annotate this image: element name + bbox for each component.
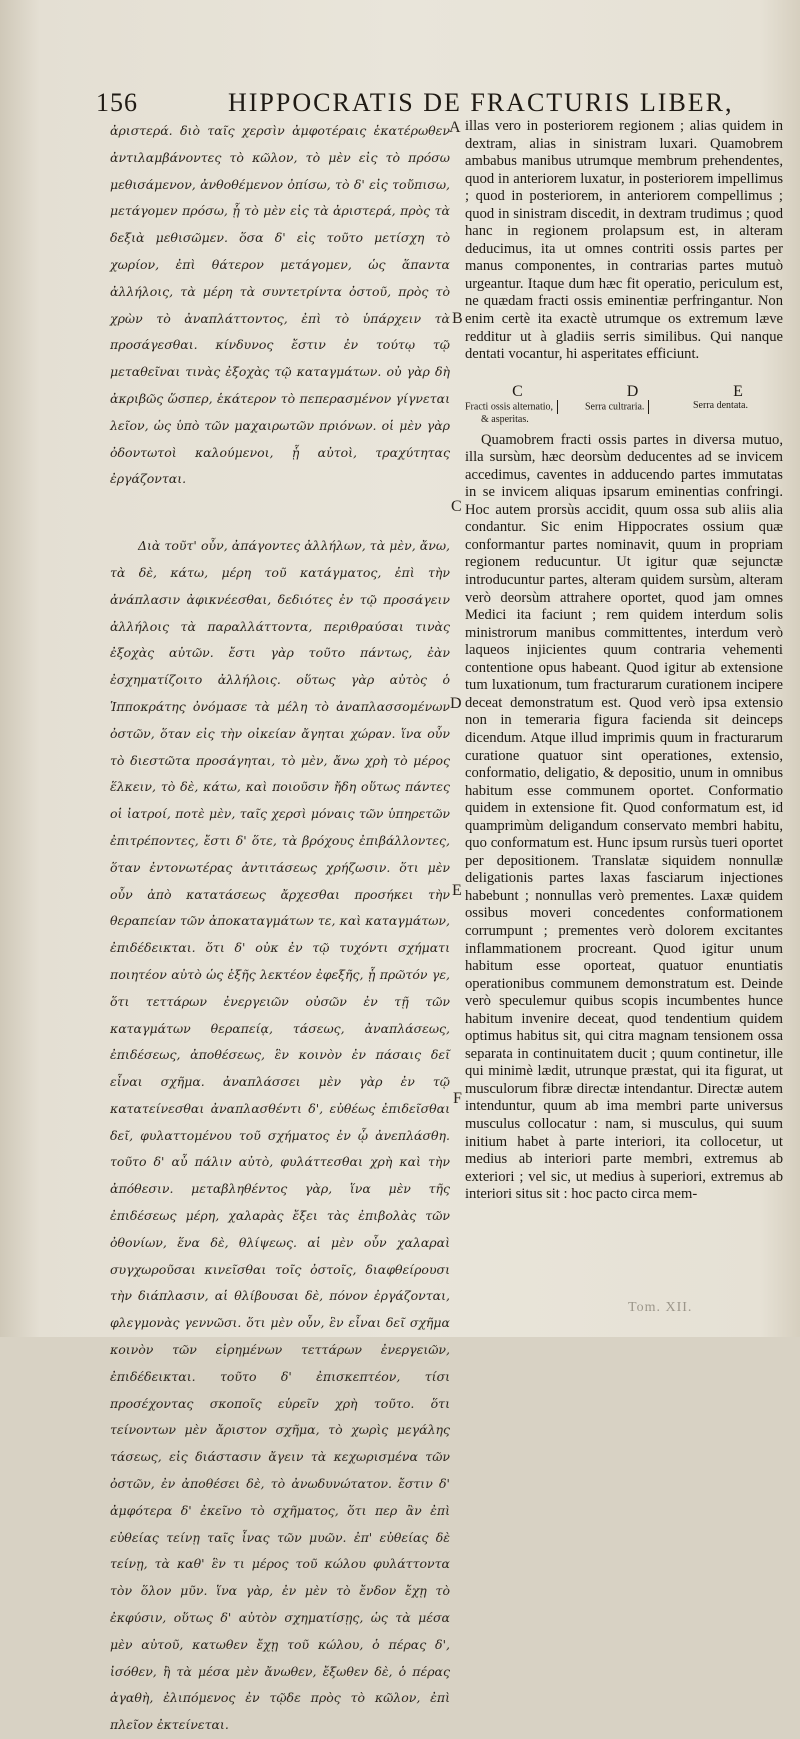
running-head: HIPPOCRATIS DE FRACTURIS LIBER, <box>228 88 734 117</box>
margin-letter-d: D <box>450 695 462 712</box>
figure-c-mark <box>557 400 558 414</box>
latin-paragraph-2: Quamobrem fracti ossis partes in diversa mutuo, illa sursùm, hæc deorsùm deducentes ad se invicem accedimus, caventes in adducendo partes immutatas in se invicem aliquas ipsarum eminentias confringi. Hoc autem prorsùs accidit, quum ossa sub aliis alia condantur. Sic enim Hippocrates ossium quæ conformantur partes nominavit, quum in propriam regionem reducuntur. Ut igitur quæ sejunctæ introducuntur partes, alteram quidem sursùm, alteram verò deorsùm attrahere oportet, quod jam omnes Medici ita faciunt ; rem quidem interdum solis ministrorum manibus committentes, interdum verò laqueos injicientes quum contraria vehementi contentione opus habeant. Quod igitur ab extensione tum luxationum, tum fracturarum curationem incipere deceat demonstratum est. Quod verò ipsa extensio non in temeraria figura facienda sit deinceps dicendum. Atque illud imprimis quum in fracturarum curatione quatuor sint operationes, extensio, conformatio, deligatio, & depositio, unum in omnibus habitum esse communem oportet. Conformatio quidem in extensione fit. Quod conformatum est, id quamprimùm deligandum conservato membri habitu, quo conformatum est. Hunc ipsum rursùs tueri oportet per depositionem. Translatæ siquidem nonnullæ deligationis partes laxas fasciarum injectiones habebunt ; nonnullas verò prementes. Laxæ quidem ossibus moveri concedentes conformationem corrumpunt ; prementes verò dolorem excitantes inflammationem procreant. Quod igitur unum habitum esse oporteat, quatuor enuntiatis operationibus communem demonstratum est. Deinde verò speculemur quibus scopis incumbentes hunce habitum invenire deceat, quod tendentium quidem optimus habitus sit, qui citra magnam tensionem ossa separata in continuitatem ducit ; quum continetur, ille qui minimè lædit, utrunque præstat, qui ita figurat, ut musculorum fibræ directæ intendantur. Directæ autem intenduntur, quum ab ima membri parte universus musculus collocatur : nam, si musculus, qui suum initium habet à parte interiori, ita collocetur, ut medius ab interiori parte membri, extremus ab exteriori ; vel sic, ut medius à superiori, extremus ab interiori situs sit : hoc pacto circa mem- <box>465 431 783 1203</box>
greek-paragraph-1: ἀριστερά. διὸ ταῖς χερσὶν ἀμφοτέραις ἑκατέρωθεν ἀντιλαμβάνοντες τὸ κῶλον, τὸ μὲν εἰς τὸ πρόσω μεθισάμενον, ἀνθοθέμενον ὀπίσω, τὸ δ' εἰς τοὔπισω, μετάγομεν πρόσω, ᾗ τὸ μὲν εἰς τὰ ἀριστερά, πρὸς τὰ δεξιὰ μεθισῶμεν. ὅσα δ' εἰς τοῦτο μετίσχη τὸ χωρίον, ἐπὶ θάτερον μετάγομεν, ὡς ἅπαντα ἀλλήλοις, τὰ μέρη τὰ συντετρίντα ὀστοῦ, πρὸς τὸ χρὼν τὸ ἀναπλάττοντος, ἐπὶ τὸ ὑπάρχειν τὰ προσάγεσθαι. κίνδυνος ἔστιν ἐν τούτῳ τῷ μεταθεῖναι τινὰς ἐξοχὰς τῷ καταγμάτων. οὐ γὰρ δὴ ἀκριβῶς ὥσπερ, ἑκάτερον τὸ πεπερασμένον γίγνεται λεῖον, ὡς ὑπὸ τῶν μαχαιρωτῶν πριόνων. οἱ μὲν γὰρ ὀδοντωτοὶ καλούμενοι, ᾗ αὐτοὶ, τραχύτητας ἐργάζονται. <box>110 123 450 487</box>
margin-letter-a: A <box>449 119 461 136</box>
margin-letter-f: F <box>453 1090 462 1107</box>
figure-d-letter: D <box>626 383 639 400</box>
figure-d-caption: Serra cultraria. <box>585 401 645 413</box>
page-header <box>96 88 734 122</box>
margin-letter-e: E <box>452 882 462 899</box>
figure-c-letter: C <box>512 383 523 400</box>
margin-letter-c: C <box>451 498 462 515</box>
figure-c-caption-line2: & asperitas. <box>481 414 529 425</box>
bleed-through-text: Tom. XII. <box>628 1300 693 1315</box>
page-number: 156 <box>96 88 138 117</box>
greek-column <box>110 118 450 1739</box>
figure-e-caption: Serra dentata. <box>693 400 748 411</box>
figure-labels <box>465 383 783 436</box>
figure-e-letter: E <box>733 383 743 400</box>
figure-c <box>465 383 570 425</box>
figure-d <box>585 383 680 414</box>
figure-c-caption-line1: Fracti ossis alternatio, <box>465 401 554 413</box>
greek-paragraph-2: Διὰ τοῦτ' οὖν, ἀπάγοντες ἀλλήλων, τὰ μὲν, ἄνω, τὰ δὲ, κάτω, μέρη τοῦ κατάγματος, ἐπὶ τὴν ἀνάπλασιν ἀφικνέεσθαι, δεδιότες ἐν τῷ προσάγειν ἀλλήλοις τὰ παραλλάττοντα, περιθραύσαι τινὰς ἐξοχὰς αὐτῶν. ἔστι γὰρ τοῦτο πάντως, ἐὰν ἐσχηματίζοιτο ἀλλήλοις. οὕτως γὰρ αὐτὸς ὁ Ἱπποκράτης ὀνόμασε τὰ μέλη τὸ ἀναπλασσομένων ὀστῶν, ὅταν εἰς τὴν οἰκείαν ἄγηται χώραν. ἵνα οὖν τὸ διεστῶτα προσάγηται, τὸ μὲν, ἄνω χρὴ τὸ μέρος ἕλκειν, τὸ δὲ, κάτω, καὶ ποιοῦσιν ἤδη οὕτως πάντες οἱ ἰατροί, ποτὲ μὲν, ταῖς χερσὶ μόναις τῶν ὑπηρετῶν ἐπιτρέποντες, ἔστι δ' ὅτε, τὰ βρόχους ἐπιβάλλοντες, ὅταν ἐντονωτέρας ἀντιτάσεως χρήζωσιν. ὅτι μὲν οὖν ἀπὸ κατατάσεως ἄρχεσθαι προσήκει τὴν θεραπείαν τῶν ἀποκαταγμάτων τε, καὶ καταγμάτων, ἐπιδέδεικται. ὅτι δ' οὐκ ἐν τῷ τυχόντι σχήματι ποιητέον αὐτὸ ὡς ἑξῆς λεκτέον ἐφεξῆς, ᾗ πρῶτόν γε, ὅτι τεττάρων ἐνεργειῶν οὐσῶν ἐν τῇ τῶν καταγμάτων θεραπείᾳ, τάσεως, ἀναπλάσεως, ἐπιδέσεως, ἀποθέσεως, ἓν κοινὸν ἐν πάσαις δεῖ εἶναι σχῆμα. ἀναπλάσσει μὲν γὰρ ἐν τῷ κατατείνεσθαι ἀναπλασθέντι δ', εὐθέως ἐπιδεῖσθαι δεῖ, φυλαττομένου τοῦ σχήματος ἐν ᾧ ἀνεπλάσθη. τοῦτο δ' αὖ πάλιν αὐτὸ, φυλάττεσθαι χρὴ καὶ τὴν ἀπόθεσιν. μεταβληθέντος γὰρ, ἵνα μὲν τῆς ἐπιδέσεως μέρη, χαλαρὰς ἔξει τὰς ἐπιβολὰς τῶν ὀθονίων, ἕνα δὲ, θλίψεως. αἱ μὲν οὖν χαλαραὶ συγχωροῦσαι κινεῖσθαι τοῖς ὀστοῖς, διαφθείρουσι τὴν διάπλασιν, αἱ θλίβουσαι δὲ, πόνον ἐργάζονται, φλεγμονὰς γεννῶσι. ὅτι μὲν οὖν, ἓν εἶναι δεῖ σχῆμα κοινὸν τῶν εἰρημένων τεττάρων ἐνεργειῶν, ἐπιδέδεικται. τοῦτο δ' ἐπισκεπτέον, τίσι προσέχοντας σκοποῖς εὑρεῖν χρὴ τοῦτο. ὅτι τείνοντων μὲν ἄριστον σχῆμα, τὸ χωρὶς μεγάλης τάσεως, εἰς διάστασιν ἄγειν τὰ κεχωρισμένα τῶν ὀστῶν, ἐν ἀποθέσει δὲ, τὸ ἀνωδυνώτατον. ἔστιν δ' ἀμφότερα δ' ἐκεῖνο τὸ σχῆματος, ὅτι περ ἂν ἐπὶ εὐθείας τείνῃ ταῖς ἶνας τῶν μυῶν. ἐπ' εὐθείας δὲ τείνῃ, τὰ καθ' ἓν τι μέρος τοῦ κώλου φυλάττοντα τὸν ὅλον μῦν. ἵνα γὰρ, ἐν μὲν τὸ ἔνδον ἔχῃ τὸ ἐκφύσιν, οὕτως δ' αὐτὸν σχηματίσῃς, ὡς τὰ μέσα μὲν αὐτοῦ, κατωθεν ἔχῃ τοῦ κώλου, ὁ πέρας δ', ἰσόθεν, ἢ τὰ μέσα μὲν ἄνωθεν, ἔξωθεν δὲ, ὁ πέρας ἀγαθὴ, ἐλιπόμενος ἐν τῷδε πρὸς τὸ κῶλον, ἐπὶ πλεῖον ἐκτείνεται. <box>110 538 450 1733</box>
margin-letter-b: B <box>452 310 463 327</box>
figure-e <box>693 383 783 411</box>
figure-d-mark <box>648 400 649 414</box>
latin-paragraph-1: illas vero in posteriorem regionem ; alias quidem in dextram, alias in sinistram luxari. Quamobrem ambabus manibus utrumque membrum prehendentes, quod in anteriorem luxatur, in posteriorem impellimus ; quod in posteriorem, in anteriorem compellimus ; quod in sinistram discedit, in dextram trudimus ; quod hanc in regionem prolapsum est, in alteram deducimus, ita ut omnes contriti ossis partes per manus componentes, in contrarias partes mutuò urgeantur. Itaque dum hæc fit operatio, periculum est, ne quædam fracti ossis eminentiæ perfringantur. Non enim certè ita exactè utrumque os extremum læve redditur ut à gladiis serris similibus. Qui nanque dentati vocantur, hi asperitates efficiunt. <box>465 118 783 363</box>
latin-column <box>465 118 783 1204</box>
